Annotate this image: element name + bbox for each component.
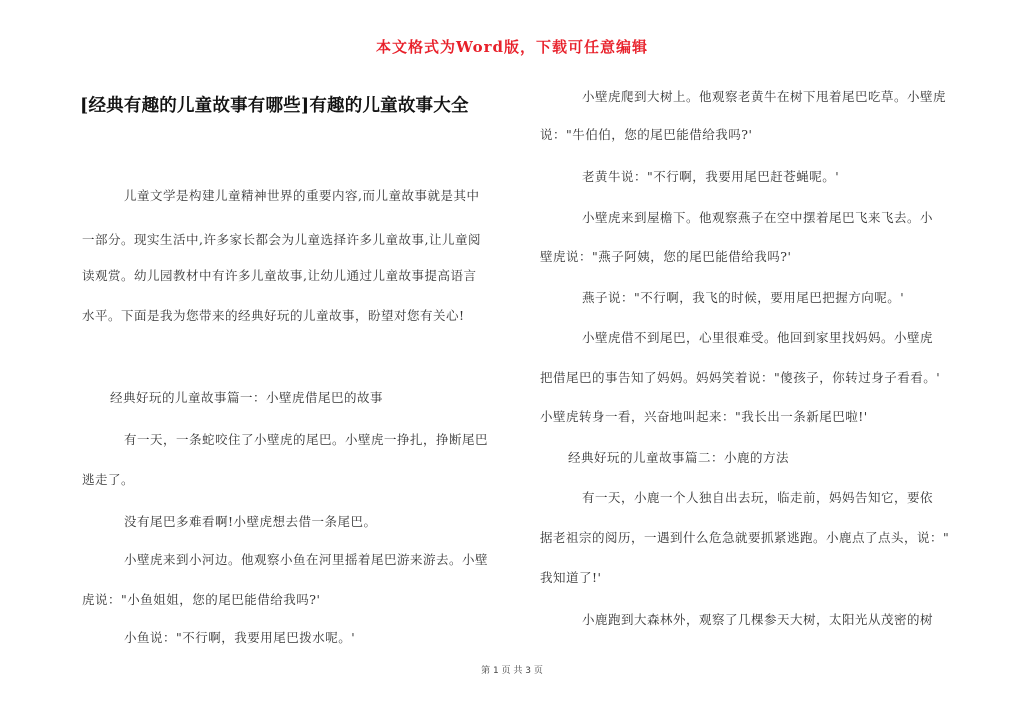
section-heading: 经典好玩的儿童故事篇二：小鹿的方法 bbox=[568, 450, 790, 465]
body-line: 小壁虎转身一看，兴奋地叫起来："我长出一条新尾巴啦!' bbox=[540, 409, 868, 424]
body-line: 小壁虎来到小河边。他观察小鱼在河里摇着尾巴游来游去。小壁 bbox=[124, 552, 489, 567]
body-line: 小壁虎借不到尾巴，心里很难受。他回到家里找妈妈。小壁虎 bbox=[582, 330, 934, 345]
body-line: 有一天，小鹿一个人独自出去玩，临走前，妈妈告知它，要依 bbox=[582, 490, 934, 505]
body-line: 逃走了。 bbox=[82, 472, 135, 487]
document-title: [经典有趣的儿童故事有哪些]有趣的儿童故事大全 bbox=[80, 96, 469, 116]
section-heading: 经典好玩的儿童故事篇一：小壁虎借尾巴的故事 bbox=[110, 390, 384, 405]
body-line: 一部分。现实生活中,许多家长都会为儿童选择许多儿童故事,让儿童阅 bbox=[82, 232, 481, 247]
body-line: 小壁虎爬到大树上。他观察老黄牛在树下甩着尾巴吃草。小壁虎 bbox=[582, 89, 947, 104]
body-line: 儿童文学是构建儿童精神世界的重要内容,而儿童故事就是其中 bbox=[124, 188, 480, 203]
body-line: 燕子说："不行啊，我飞的时候，要用尾巴把握方向呢。' bbox=[582, 290, 905, 305]
body-line: 虎说："小鱼姐姐，您的尾巴能借给我吗?' bbox=[82, 592, 321, 607]
page-number-footer: 第 1 页 共 3 页 bbox=[481, 666, 543, 676]
body-line: 把借尾巴的事告知了妈妈。妈妈笑着说："傻孩子，你转过身子看看。' bbox=[540, 370, 941, 385]
body-line: 壁虎说："燕子阿姨，您的尾巴能借给我吗?' bbox=[540, 249, 792, 264]
body-line: 没有尾巴多难看啊!小壁虎想去借一条尾巴。 bbox=[124, 514, 377, 529]
word-format-banner: 本文格式为Word版，下载可任意编辑 bbox=[375, 38, 649, 56]
body-line: 小鱼说："不行啊，我要用尾巴拨水呢。' bbox=[124, 630, 356, 645]
body-line: 我知道了!' bbox=[540, 570, 602, 585]
body-line: 说："牛伯伯，您的尾巴能借给我吗?' bbox=[540, 127, 753, 142]
body-line: 水平。下面是我为您带来的经典好玩的儿童故事，盼望对您有关心! bbox=[82, 308, 465, 323]
body-line: 老黄牛说："不行啊，我要用尾巴赶苍蝇呢。' bbox=[582, 169, 840, 184]
body-line: 小壁虎来到屋檐下。他观察燕子在空中摆着尾巴飞来飞去。小 bbox=[582, 210, 934, 225]
body-line: 有一天，一条蛇咬住了小壁虎的尾巴。小壁虎一挣扎，挣断尾巴 bbox=[124, 432, 489, 447]
body-line: 读观赏。幼儿园教材中有许多儿童故事,让幼儿通过儿童故事提高语言 bbox=[82, 268, 477, 283]
body-line: 小鹿跑到大森林外，观察了几棵参天大树，太阳光从茂密的树 bbox=[582, 612, 934, 627]
body-line: 据老祖宗的阅历，一遇到什么危急就要抓紧逃跑。小鹿点了点头，说：" bbox=[540, 530, 950, 545]
